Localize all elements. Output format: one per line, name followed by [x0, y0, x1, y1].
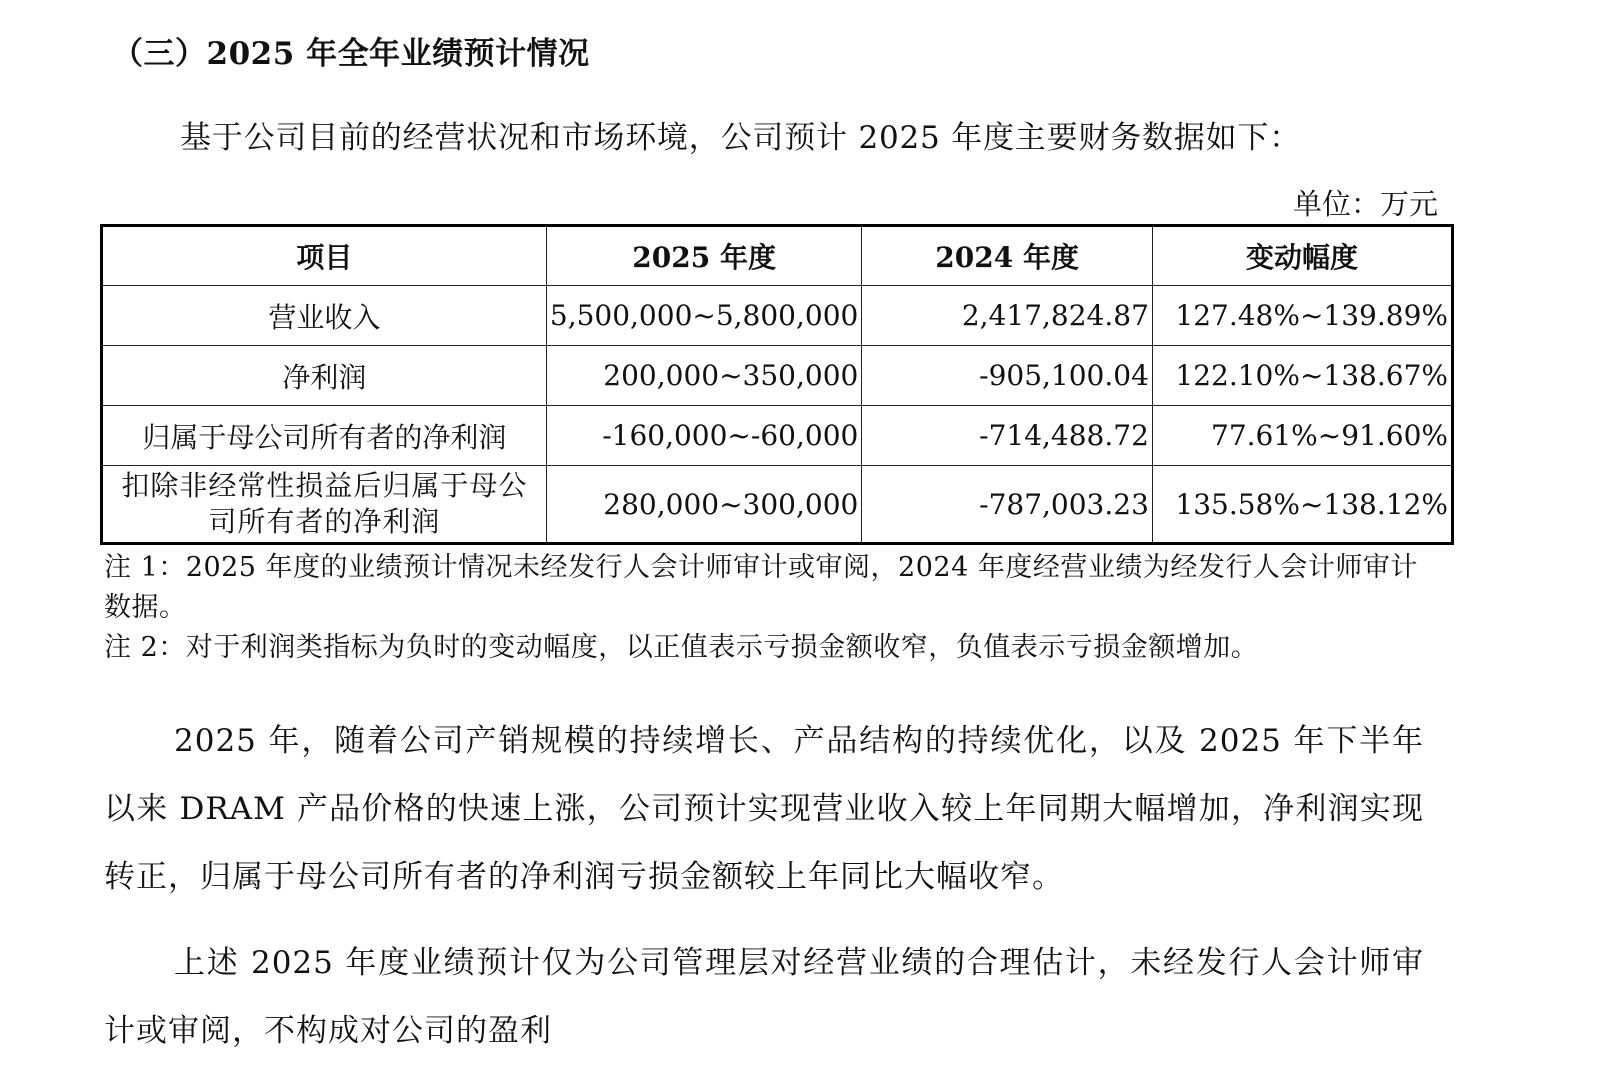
value-2024: -714,488.72 [862, 406, 1153, 466]
value-2025: 200,000~350,000 [546, 346, 861, 406]
value-change: 77.61%~91.60% [1152, 406, 1452, 466]
column-header-2025: 2025 年度 [546, 226, 861, 286]
value-change: 127.48%~139.89% [1152, 286, 1452, 346]
body-paragraph: 上述 2025 年度业绩预计仅为公司管理层对经营业绩的合理估计，未经发行人会计师审计或审阅，不构成对公司的盈利 [104, 945, 1424, 1049]
section-title: （三）2025 年全年业绩预计情况 [112, 36, 590, 72]
unit-label: 单位：万元 [1292, 187, 1438, 221]
note-1: 注 1：2025 年度的业绩预计情况未经发行人会计师审计或审阅，2024 年度经营业绩为经发行人会计师审计数据。 [104, 552, 1418, 623]
table-row [102, 466, 1453, 544]
row-item-label: 归属于母公司所有者的净利润 [102, 406, 547, 466]
table-row [102, 406, 1453, 466]
value-change: 135.58%~138.12% [1152, 466, 1452, 544]
row-item-label: 净利润 [102, 346, 547, 406]
value-2024: -787,003.23 [862, 466, 1153, 544]
table-row [102, 286, 1453, 346]
row-item-label: 扣除非经常性损益后归属于母公司所有者的净利润 [102, 466, 547, 544]
financial-forecast-table [100, 224, 1454, 545]
body-paragraph: 2025 年，随着公司产销规模的持续增长、产品结构的持续优化，以及 2025 年下半年以来 DRAM 产品价格的快速上涨，公司预计实现营业收入较上年同期大幅增加，净利润实现转正，归属于母公司所有者的净利润亏损金额较上年同比大幅收窄。 [104, 723, 1424, 895]
value-change: 122.10%~138.67% [1152, 346, 1452, 406]
table-header-row [102, 226, 1453, 286]
watermark-overlay [628, 984, 918, 1030]
column-header-item: 项目 [102, 226, 547, 286]
column-header-2024: 2024 年度 [862, 226, 1153, 286]
table-row [102, 346, 1453, 406]
intro-text: 基于公司目前的经营状况和市场环境，公司预计 2025 年度主要财务数据如下： [180, 120, 1301, 156]
value-2024: 2,417,824.87 [862, 286, 1153, 346]
value-2025: -160,000~-60,000 [546, 406, 861, 466]
value-2025: 280,000~300,000 [546, 466, 861, 544]
table-notes [104, 548, 1434, 668]
column-header-change: 变动幅度 [1152, 226, 1452, 286]
note-2: 注 2：对于利润类指标为负时的变动幅度，以正值表示亏损金额收窄，负值表示亏损金额增加。 [104, 632, 1259, 663]
row-item-label: 营业收入 [102, 286, 547, 346]
value-2024: -905,100.04 [862, 346, 1153, 406]
value-2025: 5,500,000~5,800,000 [546, 286, 861, 346]
